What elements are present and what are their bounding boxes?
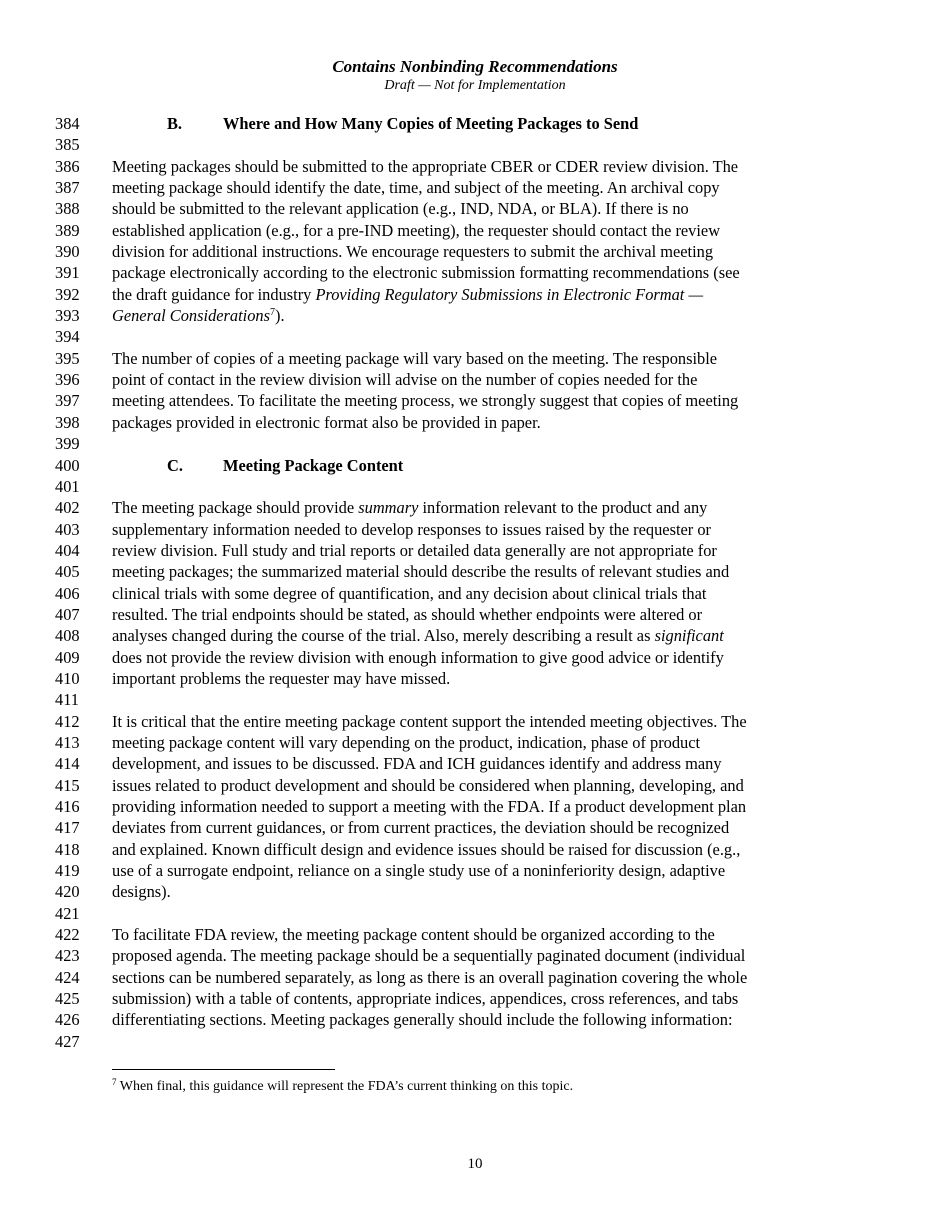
- document-line: [0, 1009, 950, 1030]
- document-line: [0, 412, 950, 433]
- line-number: 408: [55, 626, 80, 646]
- line-text: meeting package content will vary depending on the product, indication, phase of product: [112, 732, 701, 752]
- line-number: 423: [55, 946, 80, 966]
- line-text: meeting packages; the summarized material should describe the results of relevant studies and: [112, 562, 730, 582]
- line-number: 420: [55, 882, 80, 902]
- document-line: [0, 668, 950, 689]
- document-line: [0, 113, 950, 134]
- text-segment: information relevant to the product and any: [418, 498, 708, 518]
- line-number: 416: [55, 797, 80, 816]
- line-number: 391: [55, 263, 80, 283]
- line-text: The number of copies of a meeting package will vary based on the meeting. The responsible: [112, 348, 718, 368]
- italic-text: significant: [654, 626, 724, 646]
- line-text: packages provided in electronic format also be provided in paper.: [112, 412, 541, 432]
- header-subtitle: Draft — Not for Implementation: [384, 78, 566, 93]
- line-text: [112, 625, 724, 646]
- document-line: [0, 476, 950, 497]
- line-text: sections can be numbered separately, as long as there is an overall pagination covering the whole: [112, 967, 748, 987]
- document-line: [0, 796, 950, 817]
- document-line: [0, 369, 950, 390]
- document-line: [0, 839, 950, 860]
- line-text: clinical trials with some degree of quantification, and any decision about clinical trials that: [112, 583, 707, 603]
- line-text: does not provide the review division with enough information to give good advice or identify: [112, 647, 724, 667]
- line-number: 396: [55, 370, 80, 390]
- line-number: 421: [55, 903, 80, 923]
- line-text: use of a surrogate endpoint, reliance on a single study use of a noninferiority design, adaptive: [112, 861, 726, 881]
- line-text: [112, 305, 285, 326]
- line-number: 405: [55, 562, 80, 582]
- document-line: [0, 284, 950, 305]
- document-line: [0, 1031, 950, 1052]
- section-heading: [167, 455, 404, 476]
- line-number: 393: [55, 306, 80, 326]
- line-number: 388: [55, 199, 80, 219]
- document-line: [0, 817, 950, 838]
- line-text: submission) with a table of contents, appropriate indices, appendices, cross references, and tabs: [112, 989, 739, 1009]
- footnote-reference: 7: [269, 307, 275, 319]
- document-body: [0, 113, 950, 1052]
- line-number: 402: [55, 498, 80, 518]
- line-text: resulted. The trial endpoints should be stated, as should whether endpoints were altered or: [112, 604, 703, 624]
- line-text: package electronically according to the electronic submission formatting recommendations (see: [112, 263, 740, 283]
- line-text: issues related to product development and should be considered when planning, developing, and: [112, 775, 744, 795]
- document-line: [0, 241, 950, 262]
- document-line: [0, 860, 950, 881]
- document-line: [0, 262, 950, 283]
- line-number: 422: [55, 925, 80, 945]
- document-line: [0, 988, 950, 1009]
- document-line: [0, 326, 950, 347]
- line-number: 426: [55, 1010, 80, 1030]
- line-number: 415: [55, 775, 80, 795]
- footnote-mark: 7: [112, 1077, 117, 1087]
- line-number: 407: [55, 604, 80, 624]
- document-line: [0, 348, 950, 369]
- document-line: [0, 775, 950, 796]
- line-number: 418: [55, 839, 80, 859]
- line-text: proposed agenda. The meeting package should be a sequentially paginated document (individual: [112, 946, 746, 966]
- italic-text: Providing Regulatory Submissions in Electronic Format —: [315, 284, 704, 304]
- page-header: [0, 57, 950, 95]
- line-number: 412: [55, 711, 80, 731]
- line-text: important problems the requester may have missed.: [112, 668, 451, 688]
- footnote-divider: [112, 1069, 335, 1070]
- line-number: 390: [55, 242, 80, 262]
- line-number: 427: [55, 1031, 80, 1051]
- line-number: 384: [55, 114, 80, 133]
- text-segment: analyses changed during the course of the trial. Also, merely describing a result as: [112, 626, 655, 646]
- document-line: [0, 753, 950, 774]
- line-text: point of contact in the review division will advise on the number of copies needed for the: [112, 370, 698, 390]
- line-text: Meeting packages should be submitted to the appropriate CBER or CDER review division. The: [112, 156, 739, 176]
- line-number: 410: [55, 668, 80, 688]
- document-line: [0, 647, 950, 668]
- page-number: 10: [467, 1156, 483, 1172]
- text-segment: The meeting package should provide: [112, 498, 359, 518]
- section-title: Meeting Package Content: [223, 455, 404, 475]
- document-line: [0, 711, 950, 732]
- document-line: [0, 924, 950, 945]
- line-number: 425: [55, 989, 80, 1009]
- line-text: It is critical that the entire meeting package content support the intended meeting objectives. The: [112, 711, 747, 731]
- line-number: 401: [55, 476, 80, 496]
- document-line: [0, 689, 950, 710]
- line-number: 385: [55, 135, 80, 155]
- line-number: 397: [55, 391, 80, 411]
- line-number: 419: [55, 861, 80, 881]
- line-number: 386: [55, 156, 80, 176]
- line-text: [112, 284, 703, 305]
- document-line: [0, 177, 950, 198]
- line-text: and explained. Known difficult design and evidence issues should be raised for discussion (e.g.,: [112, 839, 741, 859]
- line-text: providing information needed to support a meeting with the FDA. If a product development plan: [112, 797, 747, 816]
- section-letter: C.: [167, 455, 183, 475]
- section-letter: B.: [167, 114, 183, 133]
- line-text: To facilitate FDA review, the meeting package content should be organized according to the: [112, 925, 715, 945]
- header-title: Contains Nonbinding Recommendations: [332, 57, 618, 76]
- document-line: [0, 881, 950, 902]
- document-line: [0, 945, 950, 966]
- line-number: 424: [55, 967, 80, 987]
- document-line: [0, 305, 950, 326]
- document-line: [0, 604, 950, 625]
- document-line: [0, 732, 950, 753]
- line-text: [112, 497, 707, 518]
- document-line: [0, 455, 950, 476]
- section-title: Where and How Many Copies of Meeting Packages to Send: [223, 114, 639, 133]
- italic-text: summary: [358, 498, 419, 518]
- line-number: 387: [55, 178, 80, 198]
- document-line: [0, 561, 950, 582]
- line-number: 403: [55, 519, 80, 539]
- line-text: review division. Full study and trial reports or detailed data generally are not appropriate for: [112, 540, 717, 560]
- line-number: 414: [55, 754, 80, 774]
- text-segment: the draft guidance for industry: [112, 284, 316, 304]
- line-text: should be submitted to the relevant application (e.g., IND, NDA, or BLA). If there is no: [112, 199, 689, 219]
- document-line: [0, 583, 950, 604]
- line-number: 395: [55, 348, 80, 368]
- line-text: meeting package should identify the date, time, and subject of the meeting. An archival copy: [112, 178, 720, 198]
- line-number: 409: [55, 647, 80, 667]
- document-line: [0, 220, 950, 241]
- line-number: 411: [55, 690, 79, 710]
- line-text: differentiating sections. Meeting packages generally should include the following information:: [112, 1010, 733, 1030]
- line-text: established application (e.g., for a pre-IND meeting), the requester should contact the review: [112, 220, 721, 240]
- document-line: [0, 390, 950, 411]
- footnote: [112, 1078, 573, 1095]
- document-line: [0, 903, 950, 924]
- document-line: [0, 156, 950, 177]
- line-number: 404: [55, 540, 80, 560]
- document-line: [0, 134, 950, 155]
- document-line: [0, 433, 950, 454]
- line-number: 392: [55, 284, 80, 304]
- document-line: [0, 625, 950, 646]
- line-number: 413: [55, 732, 80, 752]
- document-line: [0, 519, 950, 540]
- line-number: 389: [55, 220, 80, 240]
- document-line: [0, 198, 950, 219]
- line-number: 417: [55, 818, 80, 838]
- footnote-text: When final, this guidance will represent the FDA’s current thinking on this topic.: [116, 1079, 574, 1094]
- italic-text: General Considerations: [112, 306, 270, 326]
- line-text: division for additional instructions. We encourage requesters to submit the archival meeting: [112, 242, 714, 262]
- line-text: supplementary information needed to develop responses to issues raised by the requester or: [112, 519, 712, 539]
- document-line: [0, 967, 950, 988]
- text-segment: ).: [274, 306, 285, 326]
- line-number: 400: [55, 455, 80, 475]
- line-number: 406: [55, 583, 80, 603]
- document-line: [0, 497, 950, 518]
- line-text: meeting attendees. To facilitate the meeting process, we strongly suggest that copies of meeting: [112, 391, 739, 411]
- line-text: designs).: [112, 882, 171, 902]
- line-text: deviates from current guidances, or from current practices, the deviation should be recognized: [112, 818, 730, 838]
- line-number: 394: [55, 327, 80, 347]
- document-line: [0, 540, 950, 561]
- section-heading: [167, 113, 639, 134]
- line-number: 399: [55, 434, 80, 454]
- line-number: 398: [55, 412, 80, 432]
- line-text: development, and issues to be discussed. FDA and ICH guidances identify and address many: [112, 754, 722, 774]
